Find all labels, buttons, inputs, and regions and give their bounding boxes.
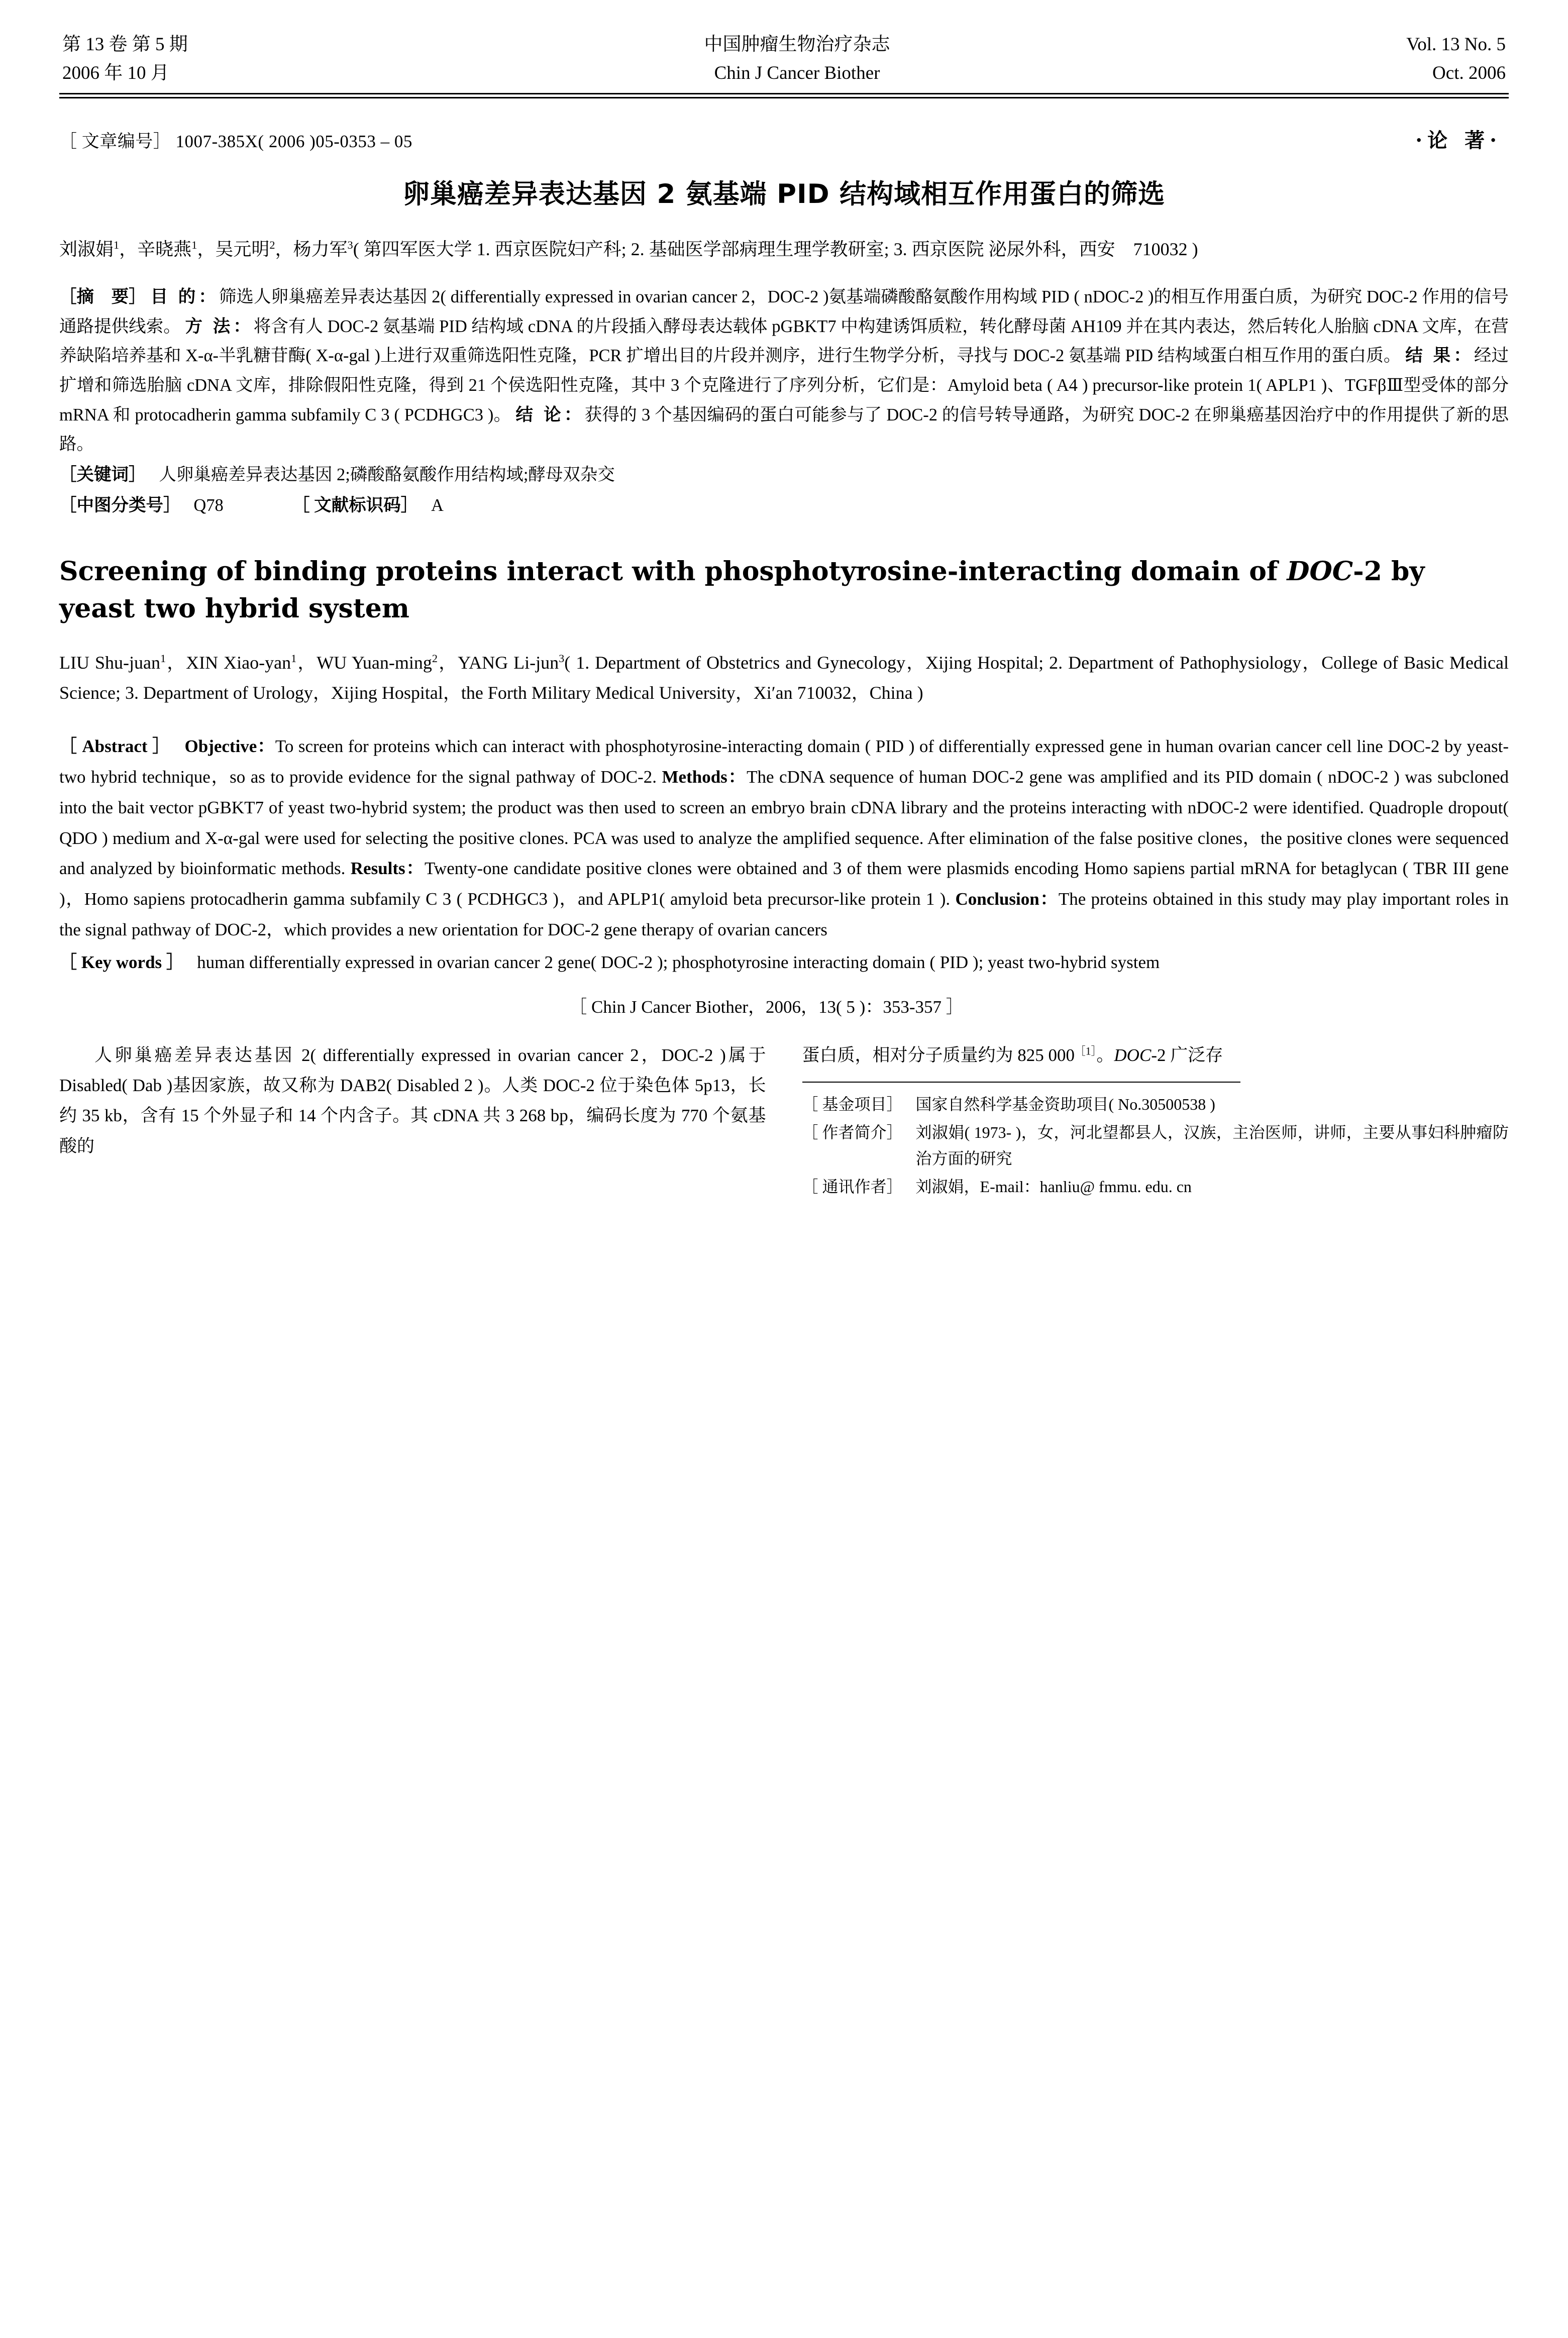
running-head-center — [704, 30, 890, 88]
footnote-funding-label: ［ 基金项目］ — [802, 1095, 903, 1114]
volume-issue: 第 13 卷 第 5 期 — [62, 34, 188, 55]
body-column-right — [802, 1040, 1509, 1202]
page-title-cn: 卵巢癌差异表达基因 2 氨基端 PID 结构域相互作用蛋白的筛选 — [402, 178, 1166, 209]
keywords-cn-text: 人卵巢癌差异表达基因 2;磷酸酪氨酸作用结构域;酵母双杂交 — [159, 465, 615, 484]
date-en: Oct. 2006 — [1432, 63, 1506, 84]
abstract-en-methods: The cDNA sequence of human DOC-2 gene was amplified and its PID domain ( nDOC-2 ) was subcloned into the bait vector pGBKT7 of yeast two-hybrid system; the product was then used to screen an embryo brain cDNA library and the proteins interacting with nDOC-2 were identified. Quadrople dropout( QDO ) medium and X-α-gal were used for selecting the positive clones. PCA was used to analyze the amplified sequence. After elimination of the false positive clones，the positive clones were sequenced and analyzed by bioinformatic methods. — [59, 767, 1509, 879]
body-paragraph-right: 蛋白质，相对分子质量约为 825 $000^{[1]}$。DOC-2 广泛存 — [802, 1045, 1223, 1065]
abstract-cn-results-label: 结 果： — [1405, 346, 1474, 366]
footnote-divider — [802, 1082, 1240, 1083]
abstract-cn-methods-label: 方 法： — [185, 316, 254, 336]
footnote-funding-text: 国家自然科学基金资助项目( No.30500538 ) — [915, 1095, 1215, 1114]
section-mark: ·论 著· — [1415, 128, 1502, 152]
keywords-en — [59, 947, 1509, 978]
page-title-en: Screening of binding proteins interact with phosphotyrosine-interacting domain of DOC-2 by yeast two hybrid system — [59, 556, 1425, 624]
abstract-cn-objective: 筛选人卵巢癌差异表达基因 2( differentially expressed in ovarian cancer 2，DOC-2 )氨基端磷酸酪氨酸作用构域 PID ( nDOC-2 )的相互作用蛋白质，为研究 DOC-2 作用的信号通路提供线索。 — [59, 287, 1509, 336]
footnote-author-bio-label: ［ 作者简介］ — [802, 1123, 903, 1141]
clc-label: ［中图分类号］ — [59, 495, 181, 515]
authors-cn: 刘淑娟$^1$，辛晓燕$^1$，吴元明$^2$，杨力军$^3$( 第四军医大学 1. 西京医院妇产科; 2. 基础医学部病理生理学教研室; 3. 西京医院 泌尿外科，西安 710032 ) — [59, 239, 1198, 260]
running-head-left — [62, 30, 188, 88]
abstract-cn-objective-label: 目 的： — [150, 287, 219, 307]
running-head — [59, 30, 1509, 93]
document-code-label: ［ 文献标识码］ — [292, 495, 419, 515]
keywords-cn-label: ［关键词］ — [59, 465, 146, 484]
abstract-cn-conclusion: 获得的 3 个基因编码的蛋白可能参与了 DOC-2 的信号转导通路，为研究 DOC-2 在卵巢癌基因治疗中的作用提供了新的思路。 — [59, 405, 1509, 454]
body-paragraph-left: 人卵巢癌差异表达基因 2( differentially expressed in ovarian cancer 2，DOC-2 )属于 Disabled( Dab )基因家族，故又称为 DAB2( Disabled 2 )。人类 DOC-2 位于染色体 5p13，长约 35 kb，含有 15 个外显子和 14 个内含子。其 cDNA 共 3 268 bp，编码长度为 770 个氨基酸的 — [59, 1045, 766, 1156]
clc-value: Q78 — [193, 495, 224, 515]
running-head-right — [1406, 30, 1506, 88]
authors-en: LIU Shu-juan$^1$，XIN Xiao-yan$^1$，WU Yuan-ming$^2$，YANG Li-jun$^3$( 1. Department of Obstetrics and Gynecology，Xijing Hospital; 2. Department of Pathophysiology，College of Basic Medical Science; 3. Department of Urology，Xijing Hospital，the Forth Military Medical University，Xi′an 710032，China ) — [59, 652, 1509, 703]
volume-issue-en: Vol. 13 No. 5 — [1406, 34, 1506, 55]
footnote-corresponding-author — [802, 1174, 1509, 1200]
abstract-cn-conclusion-label: 结 论： — [515, 405, 585, 424]
footnote-author-bio-text: 刘淑娟( 1973- )，女，河北望都县人，汉族，主治医师，讲师，主要从事妇科肿瘤防治方面的研究 — [915, 1123, 1509, 1167]
footnote-funding — [802, 1092, 1509, 1118]
article-number-row — [59, 125, 1509, 153]
abstract-en-objective-label: Objective： — [184, 736, 275, 756]
body-columns — [59, 1040, 1509, 1202]
abstract-cn-results: 经过扩增和筛选胎脑 cDNA 文库，排除假阳性克隆，得到 21 个侯选阳性克隆，其中 3 个克隆进行了序列分析，它们是：Amyloid beta ( A4 ) precursor-like protein 1( APLP1 )、TGFβⅢ型受体的部分 mRNA 和 protocadherin gamma subfamily C 3 ( PCDHGC3 )。 — [59, 346, 1509, 424]
abstract-en-methods-label: Methods： — [662, 767, 747, 787]
footnote-corresponding-author-text: 刘淑娟，E-mail：hanliu@ fmmu. edu. cn — [915, 1177, 1192, 1196]
clc-row — [59, 491, 1509, 520]
citation-line: ［ Chin J Cancer Biother，2006，13( 5 )：353-357 ］ — [569, 997, 964, 1017]
keywords-en-label: ［ Key words ］ — [59, 952, 184, 973]
article-number: ［ 文章编号］ 1007-385X( 2006 )05-0353 – 05 — [59, 131, 412, 151]
abstract-cn-methods: 将含有人 DOC-2 氨基端 PID 结构域 cDNA 的片段插入酵母表达载体 pGBKT7 中构建诱饵质粒，转化酵母菌 AH109 并在其内表达，然后转化人胎脑 cDNA 文库，在营养缺陷培养基和 X-α-半乳糖苷酶( X-α-gal )上进行双重筛选阳性克隆，PCR 扩增出目的片段并测序，进行生物学分析，寻找与 DOC-2 氨基端 PID 结构域蛋白相互作用的蛋白质。 — [59, 316, 1509, 366]
abstract-en-results-label: Results： — [350, 859, 425, 879]
date-cn: 2006 年 10 月 — [62, 63, 169, 84]
abstract-en-conclusion: The proteins obtained in this study may play important roles in the signal pathway of DOC-2，which provides a new orientation for DOC-2 gene therapy of ovarian cancers — [59, 889, 1509, 940]
document-code-value: A — [431, 495, 444, 515]
keywords-cn — [59, 460, 1509, 490]
abstract-en-objective: To screen for proteins which can interact with phosphotyrosine-interacting domain ( PID ) of differentially expressed gene in human ovarian cancer cell line DOC-2 by yeast-two hybrid technique，so as to provide evidence for the signal pathway of DOC-2. — [59, 736, 1509, 787]
abstract-en-conclusion-label: Conclusion： — [955, 889, 1059, 909]
footnote-corresponding-author-label: ［ 通讯作者］ — [802, 1177, 903, 1196]
footnote-author-bio — [802, 1120, 1509, 1172]
header-divider — [59, 93, 1509, 98]
abstract-en-results: Twenty-one candidate positive clones were obtained and 3 of them were plasmids encoding Homo sapiens partial mRNA for betaglycan ( TBR III gene )，Homo sapiens protocadherin gamma subfamily C 3 ( PCDHGC3 )，and APLP1( amyloid beta precursor-like protein 1 ). — [59, 859, 1509, 909]
abstract-en-label: ［ Abstract ］ — [59, 736, 170, 756]
journal-name-cn: 中国肿瘤生物治疗杂志 — [704, 34, 890, 55]
abstract-en — [59, 731, 1509, 945]
journal-name-en: Chin J Cancer Biother — [714, 63, 880, 84]
abstract-cn — [59, 282, 1509, 459]
keywords-en-text: human differentially expressed in ovarian cancer 2 gene( DOC-2 ); phosphotyrosine interacting domain ( PID ); yeast two-hybrid system — [197, 952, 1160, 973]
abstract-cn-label: ［摘 要］ — [59, 287, 146, 307]
body-column-left — [59, 1040, 766, 1202]
